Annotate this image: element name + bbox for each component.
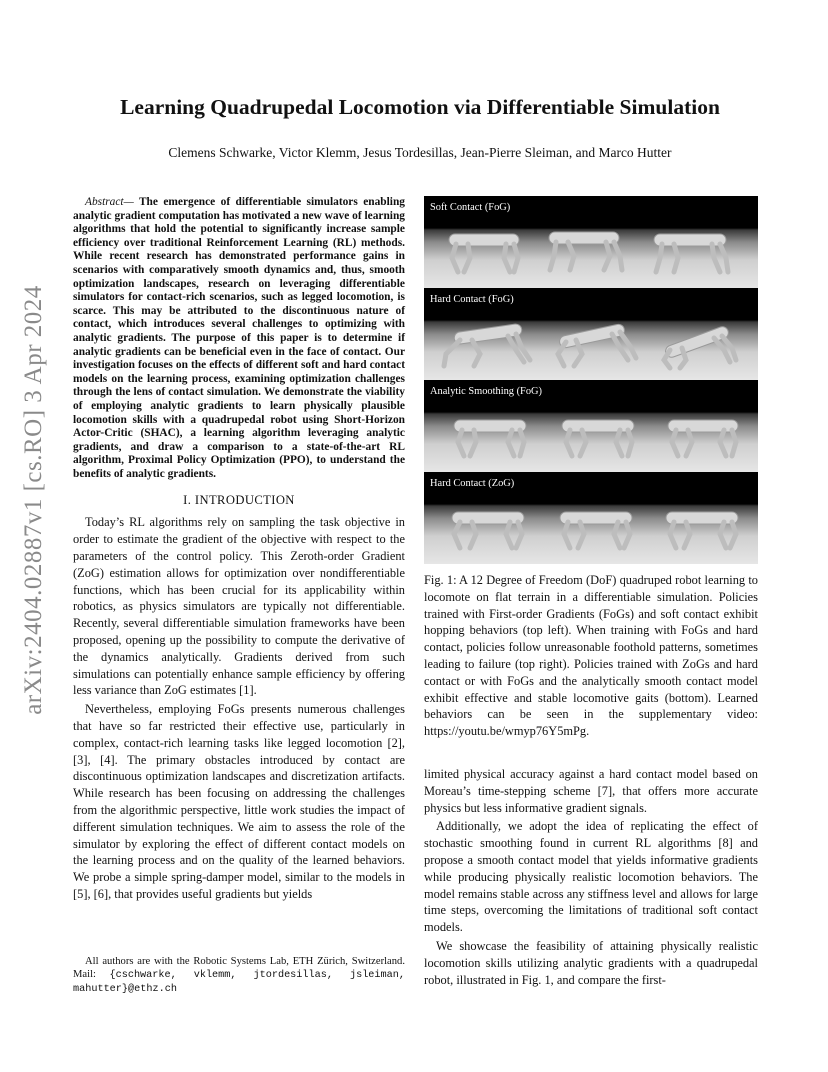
figure-panel-hard-contact-zog bbox=[424, 472, 758, 564]
right-column bbox=[424, 196, 758, 990]
arxiv-id: arXiv:2404.02887v1 [cs.RO] 3 Apr 2024 bbox=[20, 285, 47, 715]
abstract-label: Abstract— bbox=[85, 196, 134, 208]
affiliation-footnote bbox=[73, 955, 405, 996]
author-list: Clemens Schwarke, Victor Klemm, Jesus Tordesillas, Jean-Pierre Sleiman, and Marco Hutter bbox=[168, 145, 672, 160]
panel-label: Hard Contact (ZoG) bbox=[430, 478, 515, 489]
footnote-text: All authors are with the Robotic Systems Lab, ETH Zürich, Switzerland. Mail: bbox=[73, 956, 405, 980]
intro-paragraph-2: Nevertheless, employing FoGs presents numerous challenges that have so far restricted their effective use, particularly in complex, contact-rich learning tasks like legged locomotion [2], [3], [4]. The primary obstacles introduced by contact are discontinuous optimization landscapes and discretization artifacts. While research has been focusing on addressing the challenges from the algorithmic perspective, little work studies the impact of different simulation techniques. We aim to assess the role of the simulator by exploring the effect of different contact models on the learning process and on the quality of the learned behaviors. We probe a simple spring-damper model, similar to the models in [5], [6], that provides useful gradients but yields bbox=[73, 702, 405, 901]
figure-caption: Fig. 1: A 12 Degree of Freedom (DoF) quadruped robot learning to locomote on flat terrain in a differentiable simulation. Policies trained with First-order Gradients (FoGs) and soft contact exhibit hopping behaviors (top left). When training with FoGs and hard contact, policies follow unreasonable foothold patterns, sometimes leading to failure (top right). Policies trained with ZoGs and hard contact or with FoGs and the analytically smooth contact model exhibit effective and stable locomotive gaits (bottom). Learned behaviors can be seen in the supplementary video: https://youtu.be/wmyp76Y5mPg. bbox=[424, 573, 758, 739]
figure-panel-hard-contact-fog bbox=[424, 288, 758, 380]
figure-panel-analytic-smoothing-fog bbox=[424, 380, 758, 472]
right-paragraph-3: We showcase the feasibility of attaining physically realistic locomotion skills utilizing analytic gradients with a quadrupedal robot, illustrated in Fig. 1, and compare the first- bbox=[424, 938, 758, 987]
footnote-emails: {cschwarke, vklemm, jtordesillas, jsleiman, mahutter}@ethz.ch bbox=[73, 970, 405, 995]
abstract-text: The emergence of differentiable simulators enabling analytic gradient computation has motivated a new wave of learning algorithms that hold the potential to significantly increase sample efficiency over traditional Reinforcement Learning (RL) methods. While recent research has demonstrated performance gains in scenarios with comparatively smooth dynamics and, thus, smooth optimization landscapes, research on leveraging differentiable simulators for contact-rich scenarios, such as legged locomotion, is scarce. This may be attributed to the discontinuous nature of contact, which introduces several challenges to optimizing with analytic gradients. The purpose of this paper is to determine if analytic gradients can be beneficial even in the face of contact. Our investigation focuses on the effects of different soft and hard contact models on the learning process, examining optimization challenges through the lens of contact simulation. We demonstrate the viability of employing analytic gradients to learn physically plausible locomotion skills with a quadrupedal robot using Short-Horizon Actor-Critic (SHAC), a learning algorithm leveraging analytic gradients, and draw a comparison to a state-of-the-art RL algorithm, Proximal Policy Optimization (PPO), to understand the benefits of analytic gradients. bbox=[73, 196, 405, 480]
left-column bbox=[73, 196, 405, 905]
arxiv-stamp bbox=[14, 285, 54, 715]
section-heading-introduction: I. INTRODUCTION bbox=[183, 493, 295, 508]
right-paragraph-2: Additionally, we adopt the idea of replicating the effect of stochastic smoothing found in current RL algorithms [8] and propose a smooth contact model that yields informative gradients while producing physically realistic locomotion behaviors. The model remains stable across any stiffness level and allows for large time steps, overcoming the limitations of traditional soft contact models. bbox=[424, 819, 758, 935]
panel-label: Soft Contact (FoG) bbox=[430, 202, 511, 213]
right-paragraph-1: limited physical accuracy against a hard contact model based on Moreau’s time-stepping scheme [7], that offers more accurate physics but less informative gradient signals. bbox=[424, 766, 758, 815]
abstract bbox=[73, 196, 405, 481]
paper-title: Learning Quadrupedal Locomotion via Differentiable Simulation bbox=[120, 95, 720, 119]
intro-paragraph-1: Today’s RL algorithms rely on sampling the task objective in order to estimate the gradient of the objective with respect to the parameters of the control policy. This Zeroth-order Gradient (ZoG) estimation allows for optimization over nondifferentiable functions, which has been crucial for its applicability within robotics, as physics simulators are typically not differentiable. Recently, several differentiable simulation frameworks have been proposed, opening up the possibility to compute the derivative of the dynamics analytically. Gradients derived from such simulations can potentially enhance sample efficiency by offering less variance than ZoG estimates [1]. bbox=[73, 515, 405, 698]
panel-label: Hard Contact (FoG) bbox=[430, 294, 514, 305]
figure-panel-soft-contact-fog bbox=[424, 196, 758, 288]
figure-1 bbox=[424, 196, 758, 740]
panel-label: Analytic Smoothing (FoG) bbox=[430, 386, 542, 397]
